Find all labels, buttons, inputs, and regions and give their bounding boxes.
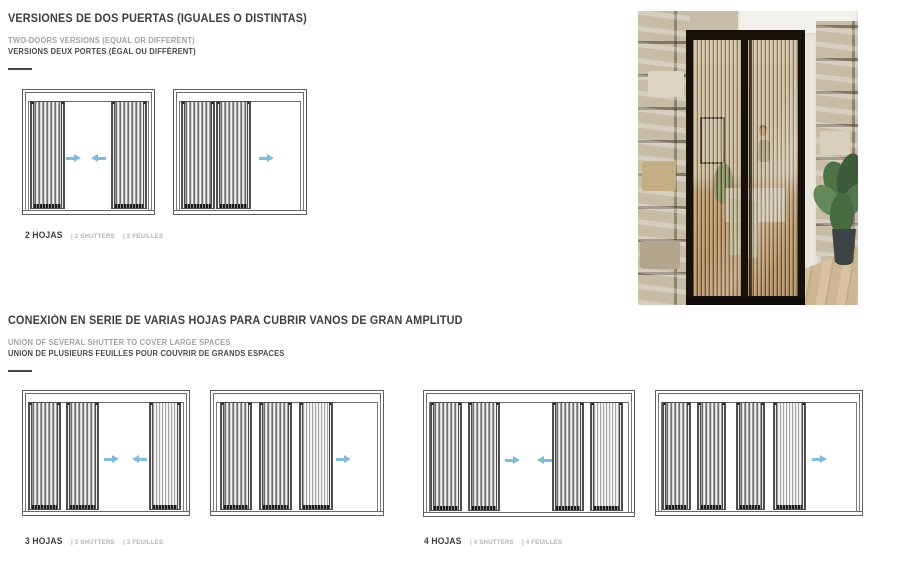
section-title: VERSIONES DE DOS PUERTAS (IGUALES O DISTINTAS) bbox=[8, 13, 307, 25]
slide-direction-arrow-right bbox=[336, 455, 351, 464]
stone-block bbox=[642, 161, 676, 191]
section-divider bbox=[8, 68, 32, 70]
shutter-foot-guide bbox=[740, 505, 761, 509]
shutter-panel bbox=[66, 402, 99, 510]
caption-2-hojas bbox=[25, 225, 166, 243]
diagram-3-shutters-stacked bbox=[210, 390, 384, 516]
section-subtitle-fr: VERSIONS DEUX PORTES (ÉGAL OU DIFFÉRENT) bbox=[8, 47, 196, 56]
stone-block bbox=[648, 71, 684, 97]
shutter-foot-guide bbox=[224, 505, 249, 509]
door-panel-edge bbox=[749, 30, 752, 305]
shutter-panel bbox=[30, 101, 65, 209]
shutter-panel bbox=[468, 402, 500, 511]
slide-direction-arrow-right bbox=[259, 154, 274, 163]
stone-block bbox=[640, 241, 680, 269]
section-two-doors bbox=[8, 13, 326, 70]
caption-en: | 4 SHUTTERS bbox=[469, 539, 514, 546]
door-frame-jamb bbox=[213, 402, 217, 511]
section-series-connection bbox=[8, 315, 492, 372]
shutter-panel bbox=[662, 402, 691, 510]
shutter-foot-guide bbox=[115, 204, 144, 208]
slide-direction-arrow-right bbox=[104, 455, 119, 464]
shutter-foot-guide bbox=[70, 505, 95, 509]
lifestyle-photo bbox=[638, 11, 858, 305]
diagram-4-shutters-open bbox=[423, 390, 635, 517]
door-mullion bbox=[741, 30, 748, 305]
shutter-panel bbox=[697, 402, 726, 510]
caption-fr: | 3 FEUILLES bbox=[123, 539, 164, 546]
shutter-panel bbox=[430, 402, 462, 511]
slide-direction-arrow-left bbox=[132, 455, 147, 464]
section-divider bbox=[8, 370, 32, 372]
door-frame-sill bbox=[211, 511, 383, 512]
shutter-foot-guide bbox=[32, 505, 57, 509]
plant-pot bbox=[831, 229, 857, 265]
shutter-foot-guide bbox=[777, 505, 802, 509]
slide-direction-arrow-left bbox=[91, 154, 106, 163]
door-frame-jamb bbox=[856, 402, 860, 511]
door-frame-jamb bbox=[377, 402, 381, 511]
door-frame-sill bbox=[424, 512, 634, 513]
shutter-panel bbox=[590, 402, 624, 511]
caption-fr: | 4 FEUILLES bbox=[522, 539, 563, 546]
section-title: CONEXIÓN EN SERIE DE VARIAS HOJAS PARA CUBRIR VANOS DE GRAN AMPLITUD bbox=[8, 315, 463, 327]
door-frame-jamb bbox=[300, 101, 304, 210]
door-frame-sill bbox=[656, 511, 862, 512]
caption-en: | 2 SHUTTERS bbox=[70, 233, 115, 240]
slide-direction-arrow-left bbox=[537, 456, 552, 465]
caption-4-hojas bbox=[424, 531, 565, 549]
door-frame-jamb bbox=[176, 101, 180, 210]
caption-fr: | 2 FEUILLES bbox=[123, 233, 164, 240]
section-subtitle-en: UNION OF SEVERAL SHUTTER TO COVER LARGE SPACES bbox=[8, 338, 231, 347]
door-track bbox=[686, 298, 805, 305]
door-frame-jamb bbox=[25, 101, 29, 210]
shutter-panel bbox=[181, 101, 215, 209]
diagram-2-shutters-stacked bbox=[173, 89, 307, 215]
slide-direction-arrow-right bbox=[66, 154, 81, 163]
door-frame-jamb bbox=[183, 402, 187, 511]
shutter-panel bbox=[299, 402, 333, 510]
shutter-foot-guide bbox=[153, 505, 177, 509]
shutter-panel bbox=[552, 402, 584, 511]
caption-en: | 3 SHUTTERS bbox=[70, 539, 115, 546]
shutter-foot-guide bbox=[303, 505, 329, 509]
shutter-panel bbox=[773, 402, 806, 510]
caption-main: 4 HOJAS bbox=[424, 536, 462, 546]
shutter-foot-guide bbox=[34, 204, 61, 208]
door-handle bbox=[738, 113, 739, 223]
section-subtitle-en: TWO-DOORS VERSIONS (EQUAL OR DIFFERENT) bbox=[8, 36, 195, 45]
shutter-panel bbox=[259, 402, 292, 510]
shutter-panel bbox=[149, 402, 181, 510]
door-frame-sill bbox=[174, 210, 306, 211]
sliding-glass-door bbox=[686, 30, 805, 305]
shutter-foot-guide bbox=[263, 505, 288, 509]
diagram-3-shutters-open bbox=[22, 390, 190, 516]
shutter-panel bbox=[220, 402, 253, 510]
shutter-foot-guide bbox=[701, 505, 722, 509]
section-subtitle-fr: UNION DE PLUSIEURS FEUILLES POUR COUVRIR DE GRANDS ESPACES bbox=[8, 349, 285, 358]
slide-direction-arrow-right bbox=[505, 456, 520, 465]
stone-block bbox=[820, 131, 850, 155]
shutter-panel bbox=[28, 402, 61, 510]
slide-direction-arrow-right bbox=[812, 455, 827, 464]
caption-main: 3 HOJAS bbox=[25, 536, 63, 546]
shutter-foot-guide bbox=[666, 505, 687, 509]
door-frame-sill bbox=[23, 210, 154, 211]
door-frame-sill bbox=[23, 511, 189, 512]
diagram-4-shutters-stacked bbox=[655, 390, 863, 516]
shutter-foot-guide bbox=[220, 204, 246, 208]
shutter-panel bbox=[736, 402, 765, 510]
caption-main: 2 HOJAS bbox=[25, 230, 63, 240]
shutter-foot-guide bbox=[594, 506, 620, 510]
diagram-2-shutters-open bbox=[22, 89, 155, 215]
shutter-panel bbox=[111, 101, 148, 209]
shutter-foot-guide bbox=[556, 506, 580, 510]
door-frame-jamb bbox=[628, 402, 632, 512]
caption-3-hojas bbox=[25, 531, 166, 549]
shutter-foot-guide bbox=[472, 506, 496, 510]
shutter-foot-guide bbox=[434, 506, 458, 510]
door-frame-jamb bbox=[148, 101, 152, 210]
shutter-panel bbox=[216, 101, 250, 209]
shutter-foot-guide bbox=[185, 204, 211, 208]
